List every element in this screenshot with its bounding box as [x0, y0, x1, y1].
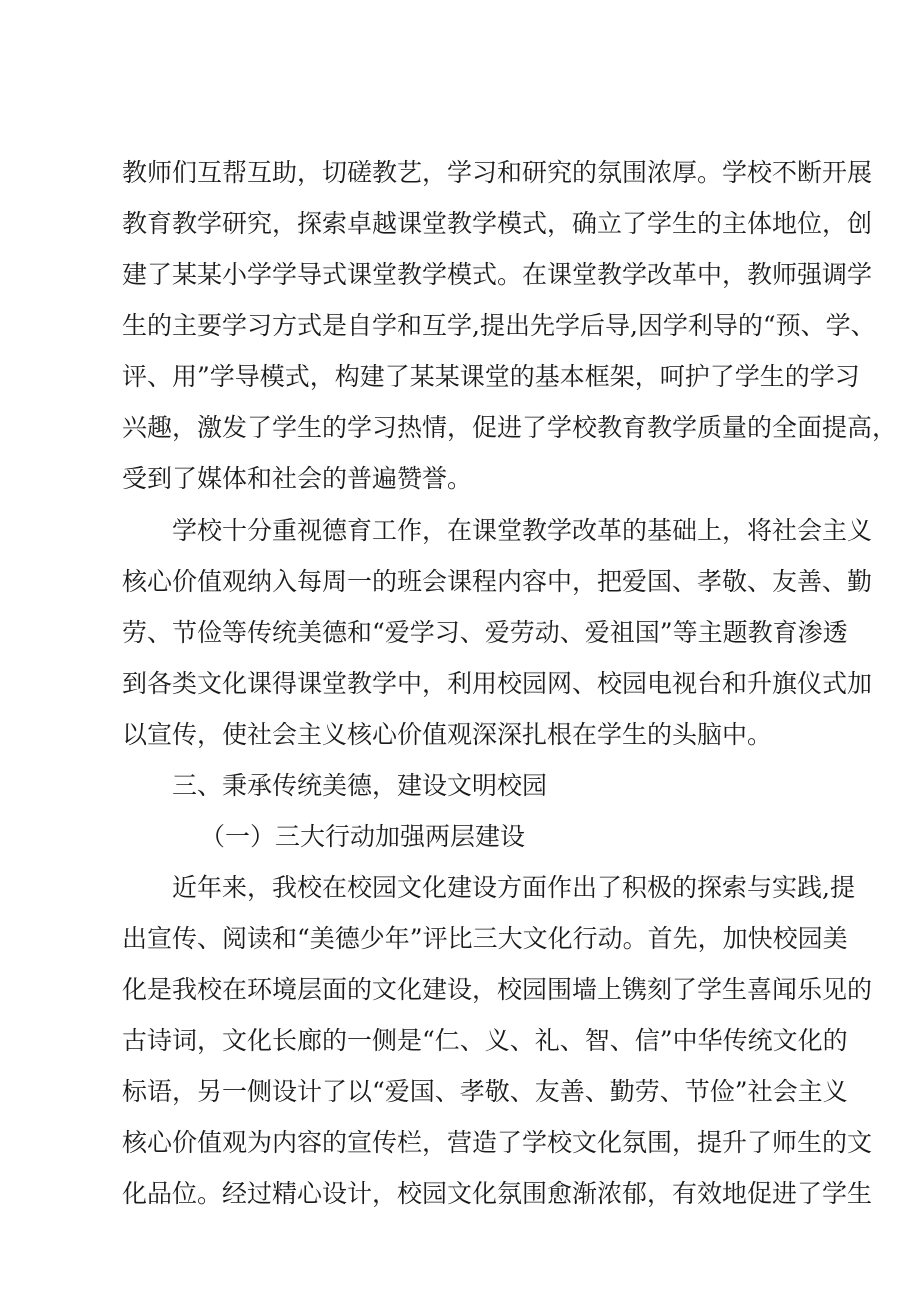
paragraph-2-line-4: 到各类文化课得课堂教学中，利用校园网、校园电视台和升旗仪式加: [122, 669, 873, 698]
paragraph-1-line-5: 评、用”学导模式，构建了某某课堂的基本框架，呵护了学生的学习: [122, 362, 860, 391]
paragraph-3-line-7: 化品位。经过精心设计，校园文化氛围愈渐浓郁，有效地促进了学生: [122, 1179, 873, 1208]
paragraph-3-line-4: 古诗词，文化长廊的一侧是“仁、义、礼、智、信”中华传统文化的: [122, 1026, 848, 1055]
subsection-heading-1: （一）三大行动加强两层建设: [200, 822, 526, 851]
paragraph-2-line-2: 核心价值观纳入每周一的班会课程内容中，把爱国、孝敬、友善、勤: [122, 567, 873, 596]
paragraph-1-line-2: 教育教学研究，探索卓越课堂教学模式，确立了学生的主体地位，创: [122, 209, 873, 238]
paragraph-1-line-1: 教师们互帮互助，切磋教艺，学习和研究的氛围浓厚。学校不断开展: [122, 158, 873, 187]
paragraph-3-line-3: 化是我校在环境层面的文化建设，校园围墙上镌刻了学生喜闻乐见的: [122, 975, 873, 1004]
paragraph-1-line-3: 建了某某小学学导式课堂教学模式。在课堂教学改革中，教师强调学: [122, 260, 873, 289]
paragraph-2-line-1: 学校十分重视德育工作，在课堂教学改革的基础上，将社会主义: [172, 516, 873, 545]
paragraph-3-line-1: 近年来，我校在校园文化建设方面作出了积极的探索与实践,提: [172, 873, 855, 902]
paragraph-3-line-6: 核心价值观为内容的宣传栏，营造了学校文化氛围，提升了师生的文: [122, 1128, 873, 1157]
paragraph-1-line-6: 兴趣，激发了学生的学习热情，促进了学校教育教学质量的全面提高，: [122, 413, 898, 442]
paragraph-1-line-4: 生的主要学习方式是自学和互学,提出先学后导,因学利导的“预、学、: [122, 311, 876, 340]
section-heading-3: 三、秉承传统美德，建设文明校园: [172, 771, 548, 800]
paragraph-3-line-5: 标语，另一侧设计了以“爱国、孝敬、友善、勤劳、节俭”社会主义: [122, 1077, 848, 1106]
paragraph-1-line-7: 受到了媒体和社会的普遍赞誉。: [122, 464, 473, 493]
paragraph-2-line-5: 以宣传，使社会主义核心价值观深深扎根在学生的头脑中。: [122, 720, 773, 749]
paragraph-2-line-3: 劳、节俭等传统美德和“爱学习、爱劳动、爱祖国”等主题教育渗透: [122, 618, 848, 647]
paragraph-3-line-2: 出宣传、阅读和“美德少年”评比三大文化行动。首先，加快校园美: [122, 924, 848, 953]
